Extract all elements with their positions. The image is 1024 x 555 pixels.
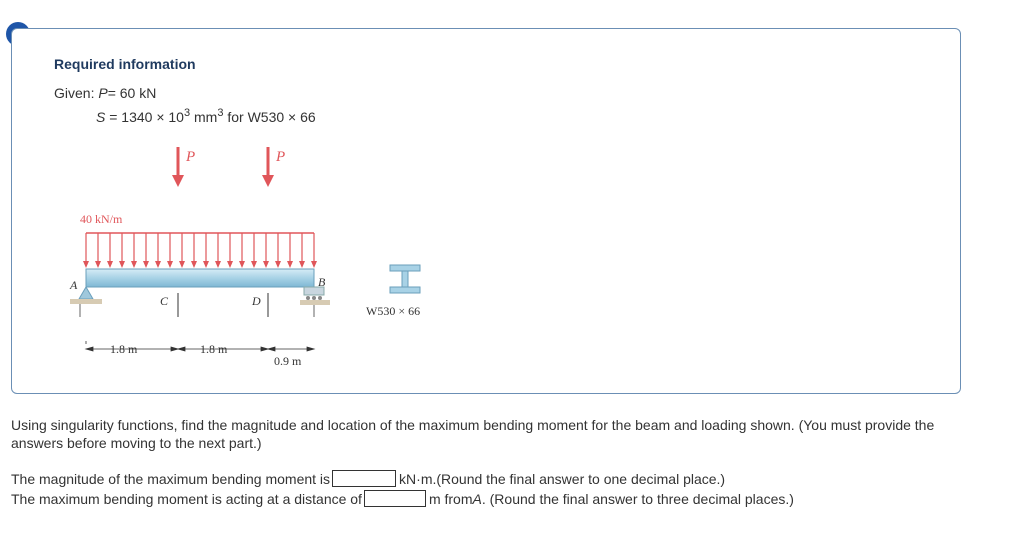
s-exponent: 3 [183,107,191,119]
answer-1-note: (Round the final answer to one decimal place.) [436,470,726,487]
answer-2-prefix: The maximum bending moment is acting at a distance of [11,490,362,507]
beam-diagram [56,141,456,368]
answer-row-magnitude [11,470,725,487]
distributed-load-arrowhead [155,261,161,268]
point-load-label-1: P [186,149,196,165]
point-d-label: D [252,294,261,308]
answer-2-unit-variable: A [472,490,482,507]
s-unit-exponent: 3 [217,107,224,119]
point-load-1 [172,147,184,187]
max-moment-magnitude-input[interactable] [332,470,396,487]
section-modulus-line [96,107,316,125]
distributed-load-arrowhead [119,261,125,268]
roller-support-b [300,287,330,317]
point-load-2 [262,147,274,187]
answer-1-unit: kN·m. [399,470,437,487]
point-c-label: C [160,294,169,308]
given-line [54,85,156,101]
distributed-load-arrowhead [143,261,149,268]
distributed-load [83,233,317,268]
distributed-load-arrowhead [215,261,221,268]
question-text: Using singularity functions, find the magnitude and location of the maximum bending moment for the beam and loading shown. (You must provide the answers before moving to the next part.) [11,417,935,451]
given-label: Given: [54,85,95,101]
required-information-card [11,28,961,394]
answer-row-location [11,490,794,507]
point-b-label: B [318,275,326,289]
point-a-label: A [70,278,78,292]
given-variable: P [98,85,108,101]
distributed-load-arrowhead [299,261,305,268]
distributed-load-arrowhead [131,261,137,268]
dimension-label-2: 1.8 m [200,342,228,356]
distributed-load-arrowhead [179,261,185,268]
point-load-label-2: P [276,149,286,165]
given-value: = 60 kN [107,85,157,101]
dimension-label-3: 0.9 m [274,354,302,368]
distributed-load-arrowhead [191,261,197,268]
w-section-icon [390,265,420,293]
section-label: W530 × 66 [366,304,421,318]
distributed-load-label: 40 kN/m [80,212,123,226]
distributed-load-arrowhead [203,261,209,268]
distributed-load-arrowhead [239,261,245,268]
distributed-load-arrowhead [107,261,113,268]
distributed-load-arrowhead [311,261,317,268]
s-unit: mm [190,109,218,125]
answer-2-note: . (Round the final answer to three decimal places.) [481,490,794,507]
distributed-load-arrowhead [95,261,101,268]
distributed-load-arrowhead [263,261,269,268]
dimension-label-1: 1.8 m [110,342,138,356]
s-value: = 1340 × 10 [109,109,184,125]
answer-2-unit: m from [428,490,473,507]
distributed-load-arrowhead [167,261,173,268]
answer-1-prefix: The magnitude of the maximum bending moment is [11,470,331,487]
beam [86,269,314,287]
card-title: Required information [54,56,196,72]
distributed-load-arrowhead [83,261,89,268]
s-suffix: for W530 × 66 [223,109,316,125]
s-variable: S [96,109,106,125]
distributed-load-arrowhead [251,261,257,268]
distributed-load-arrowhead [275,261,281,268]
max-moment-location-input[interactable] [364,490,426,507]
distributed-load-arrowhead [287,261,293,268]
distributed-load-arrowhead [227,261,233,268]
